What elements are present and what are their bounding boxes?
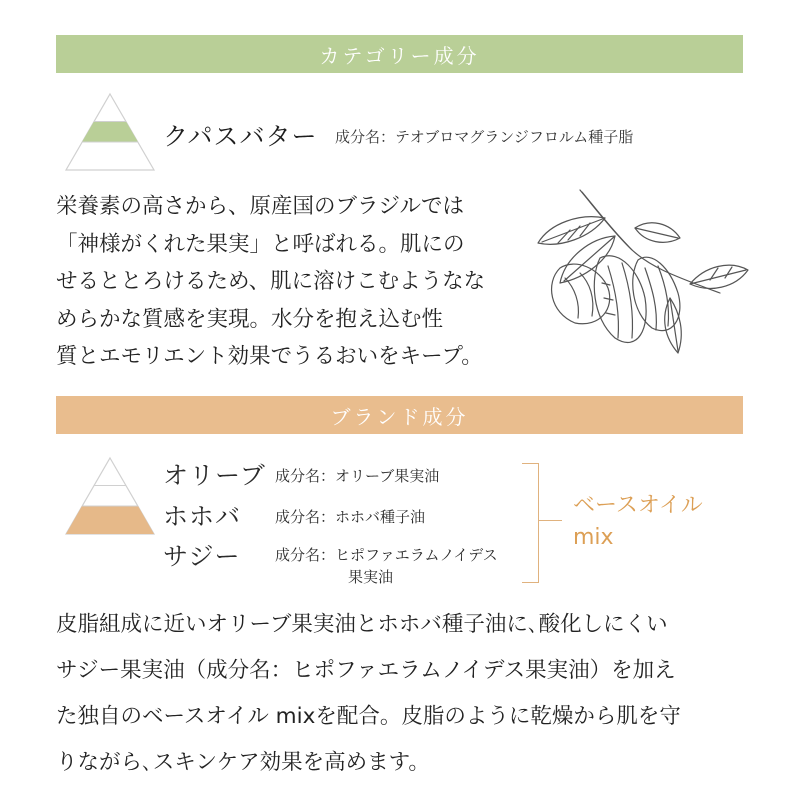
brand-ingredient-inci-olive: 成分名：オリーブ果実油 (275, 467, 440, 485)
category-section-header (56, 35, 743, 73)
description-line: 質とエモリエント効果でうるおいをキープ。 (56, 344, 483, 369)
pyramid-bottom-tier-icon (64, 456, 156, 536)
description-line: りながら､スキンケア効果を高めます。 (56, 750, 430, 775)
description-line: た独自のベースオイル mixを配合。皮脂のように乾燥から肌を守 (56, 704, 681, 729)
description-line: めらかな質感を実現。水分を抱え込む性 (56, 306, 444, 332)
brand-section-header (56, 396, 743, 434)
brand-ingredient-name-jojoba: ホホバ (163, 502, 242, 531)
brand-ingredient-inci-sea-buckthorn: 成分名：ヒポファエラムノイデス (275, 546, 498, 564)
description-line: 皮脂組成に近いオリーブ果実油とホホバ種子油に､酸化しにくい (56, 612, 668, 637)
brand-ingredient-name-olive: オリーブ (163, 461, 266, 490)
description-line: 栄養素の高さから、原産国のブラジルでは (56, 194, 464, 219)
category-section-title: カテゴリー成分 (319, 43, 480, 68)
base-oil-label-line2: mix (573, 525, 614, 550)
bracket-divider (522, 463, 539, 583)
description-line: せるととろけるため、肌に溶けこむようなな (56, 269, 486, 294)
description-line: 「神様がくれた果実」と呼ばれる。肌にの (56, 231, 465, 257)
pyramid-middle-tier-icon (64, 92, 156, 172)
brand-section-title: ブランド成分 (330, 404, 469, 429)
brand-ingredient-inci-sea-buckthorn-cont: 果実油 (348, 568, 394, 586)
brand-description (56, 602, 756, 786)
cupuacu-fruit-illustration (520, 188, 750, 358)
brand-ingredient-name-sea-buckthorn: サジー (163, 542, 241, 571)
description-line: サジー果実油（成分名：ヒポファエラムノイデス果実油）を加え (56, 658, 676, 683)
base-oil-label-line1: ベースオイル (573, 493, 703, 518)
brand-ingredient-inci-jojoba: 成分名：ホホバ種子油 (275, 508, 426, 526)
category-ingredient-inci: 成分名：テオブロマグランジフロルム種子脂 (335, 128, 634, 146)
category-ingredient-name: クパスバター (163, 122, 318, 151)
category-description (56, 188, 516, 376)
bracket-tick (538, 520, 562, 521)
base-oil-mix-label (573, 490, 703, 554)
